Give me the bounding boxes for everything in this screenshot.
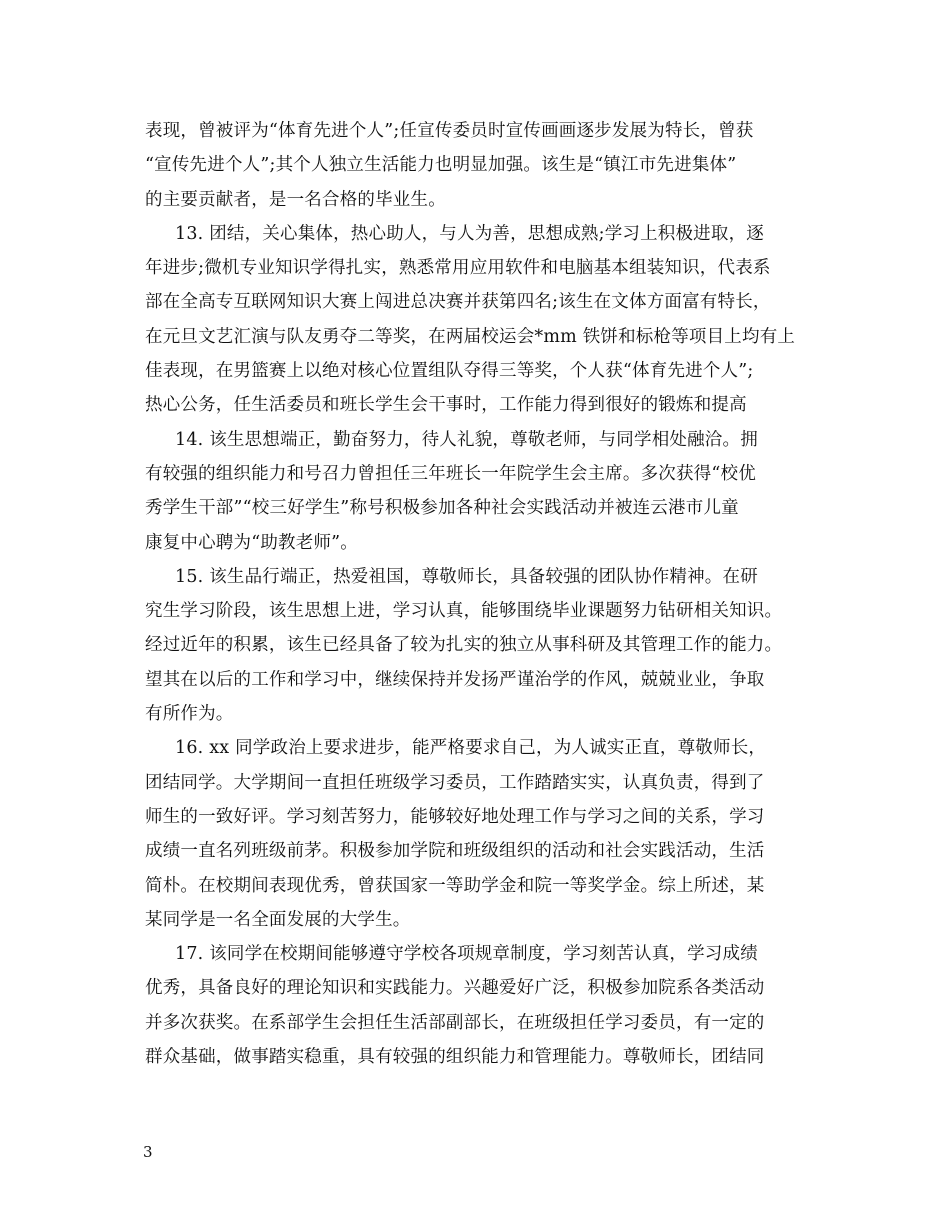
text-line: 并多次获奖。在系部学生会担任生活部副部长，在班级担任学习委员，有一定的 bbox=[145, 1012, 765, 1033]
document-body bbox=[145, 114, 815, 1074]
paragraph-13-start: 13. 团结，关心集体，热心助人，与人为善，思想成熟;学习上积极进取，逐 bbox=[175, 223, 764, 244]
text-line: 团结同学。大学期间一直担任班级学习委员，工作踏踏实实，认真负责，得到了 bbox=[145, 772, 765, 793]
text-line: 年进步;微机专业知识学得扎实，熟悉常用应用软件和电脑基本组装知识，代表系 bbox=[145, 258, 771, 279]
text-line: 的主要贡献者，是一名合格的毕业生。 bbox=[145, 189, 446, 210]
text-line: 某同学是一名全面发展的大学生。 bbox=[145, 909, 411, 930]
text-line: 师生的一致好评。学习刻苦努力，能够较好地处理工作与学习之间的关系，学习 bbox=[145, 806, 765, 827]
text-line: 群众基础，做事踏实稳重，具有较强的组织能力和管理能力。尊敬师长，团结同 bbox=[145, 1047, 765, 1068]
paragraph-17-start: 17. 该同学在校期间能够遵守学校各项规章制度，学习刻苦认真，学习成绩 bbox=[175, 944, 758, 965]
paragraph-16-start: 16. xx 同学政治上要求进步，能严格要求自己，为人诚实正直，尊敬师长， bbox=[175, 738, 767, 759]
text-line: 有较强的组织能力和号召力曾担任三年班长一年院学生会主席。多次获得“校优 bbox=[145, 463, 756, 484]
paragraph-14-start: 14. 该生思想端正，勤奋努力，待人礼貌，尊敬老师，与同学相处融洽。拥 bbox=[175, 429, 758, 450]
text-line: 秀学生干部”“校三好学生”称号积极参加各种社会实践活动并被连云港市儿童 bbox=[145, 498, 739, 519]
text-line: 部在全高专互联网知识大赛上闯进总决赛并获第四名;该生在文体方面富有特长， bbox=[145, 292, 771, 313]
text-line: 康复中心聘为“助教老师”。 bbox=[145, 532, 358, 553]
text-line: 佳表现，在男篮赛上以绝对核心位置组队夺得三等奖，个人获“体育先进个人”; bbox=[145, 361, 754, 382]
text-line: 有所作为。 bbox=[145, 704, 234, 725]
text-line: 成绩一直名列班级前茅。积极参加学院和班级组织的活动和社会实践活动，生活 bbox=[145, 841, 765, 862]
page-number: 3 bbox=[143, 1143, 153, 1161]
text-line: 优秀，具备良好的理论知识和实践能力。兴趣爱好广泛，积极参加院系各类活动 bbox=[145, 978, 765, 999]
text-line: 望其在以后的工作和学习中，继续保持并发扬严谨治学的作风，兢兢业业，争取 bbox=[145, 669, 765, 690]
text-line: 热心公务，任生活委员和班长学生会干事时，工作能力得到很好的锻炼和提高 bbox=[145, 395, 747, 416]
paragraph-15-start: 15. 该生品行端正，热爱祖国，尊敬师长，具备较强的团队协作精神。在研 bbox=[175, 566, 758, 587]
text-line: 究生学习阶段，该生思想上进，学习认真，能够围绕毕业课题努力钻研相关知识。 bbox=[145, 601, 783, 622]
text-line: “宣传先进个人”;其个人独立生活能力也明显加强。该生是“镇江市先进集体” bbox=[145, 155, 737, 176]
text-line: 经过近年的积累，该生已经具备了较为扎实的独立从事科研及其管理工作的能力。 bbox=[145, 635, 783, 656]
text-line: 在元旦文艺汇演与队友勇夺二等奖，在两届校运会*mm 铁饼和标枪等项目上均有上 bbox=[145, 326, 796, 347]
text-line: 简朴。在校期间表现优秀，曾获国家一等助学金和院一等奖学金。综上所述，某 bbox=[145, 875, 765, 896]
text-line: 表现，曾被评为“体育先进个人”;任宣传委员时宣传画画逐步发展为特长，曾获 bbox=[145, 121, 754, 141]
